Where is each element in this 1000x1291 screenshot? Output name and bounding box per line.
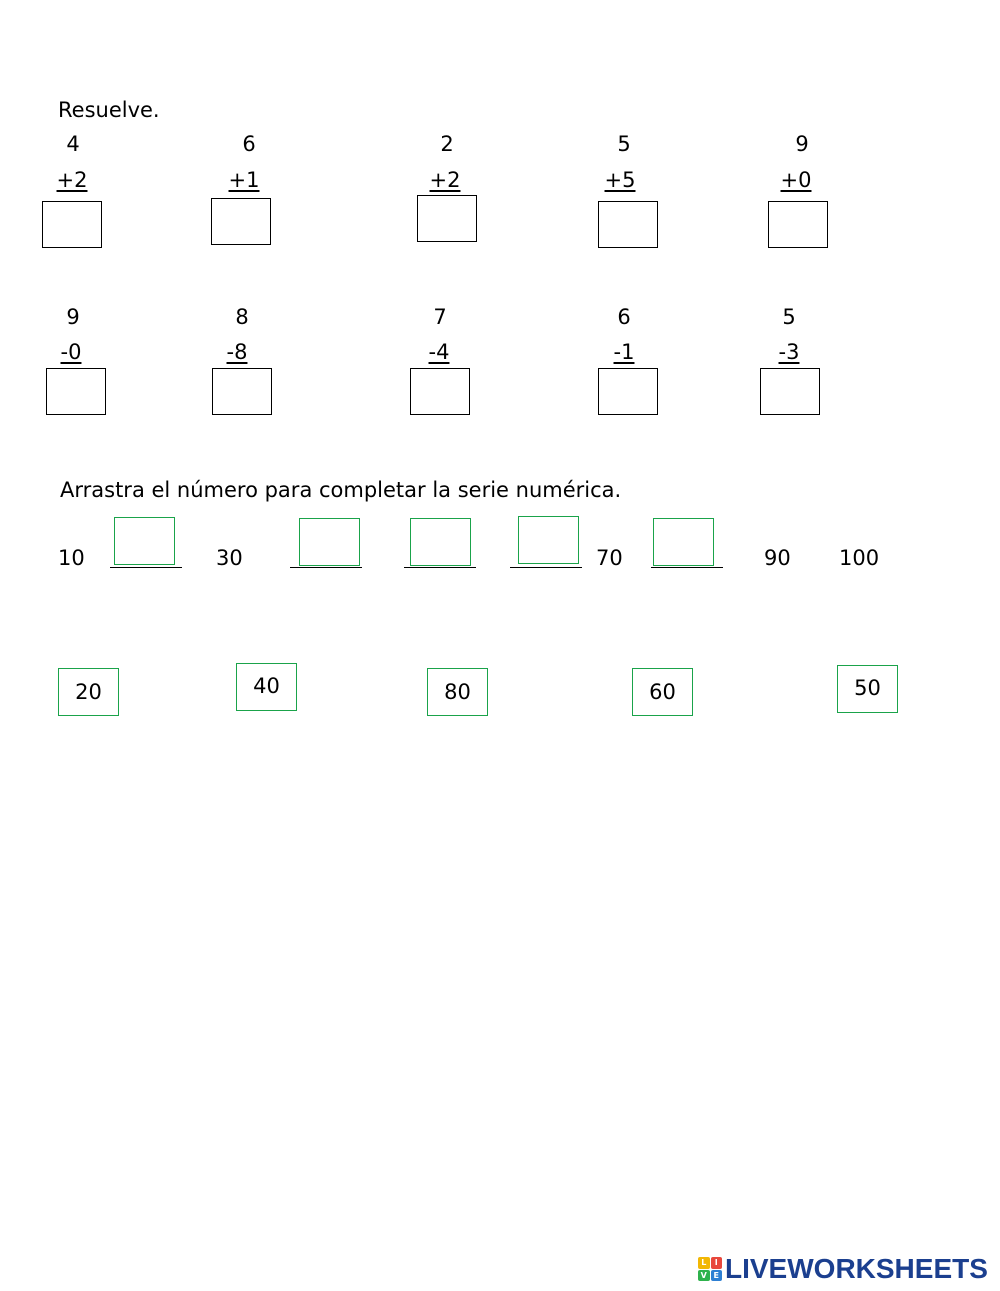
- sequence-number-100: 100: [839, 546, 880, 570]
- sequence-number-70: 70: [596, 546, 623, 570]
- subtraction-1-answer-box[interactable]: [46, 368, 106, 415]
- addition-2-top: 6: [242, 132, 256, 156]
- subtraction-3-top: 7: [433, 305, 447, 329]
- subtraction-1-top: 9: [66, 305, 80, 329]
- subtraction-2-answer-box[interactable]: [212, 368, 272, 415]
- sequence-number-30: 30: [216, 546, 243, 570]
- addition-3-answer-box[interactable]: [417, 195, 477, 242]
- subtraction-4-answer-box[interactable]: [598, 368, 658, 415]
- subtraction-2-top: 8: [235, 305, 249, 329]
- subtraction-3-operand: -4: [428, 340, 450, 364]
- section-title-arrastra: Arrastra el número para completar la serie numérica.: [60, 478, 622, 502]
- sequence-blank-line-4: [510, 567, 582, 568]
- drop-zone-2[interactable]: [299, 518, 360, 566]
- subtraction-4-operand: -1: [613, 340, 635, 364]
- addition-3-top: 2: [440, 132, 454, 156]
- sequence-blank-line-3: [404, 567, 476, 568]
- addition-1-operand: +2: [56, 168, 88, 192]
- drop-zone-3[interactable]: [410, 518, 471, 566]
- drop-zone-4[interactable]: [518, 516, 579, 564]
- addition-4-operand: +5: [604, 168, 636, 192]
- addition-2-operand: +1: [228, 168, 260, 192]
- addition-5-answer-box[interactable]: [768, 201, 828, 248]
- subtraction-4-top: 6: [617, 305, 631, 329]
- draggable-tile-50[interactable]: 50: [837, 665, 898, 713]
- subtraction-1-operand: -0: [60, 340, 82, 364]
- addition-4-top: 5: [617, 132, 631, 156]
- liveworksheets-brand-text: LIVEWORKSHEETS: [725, 1253, 988, 1284]
- subtraction-5-operand: -3: [778, 340, 800, 364]
- sequence-number-10: 10: [58, 546, 85, 570]
- draggable-tile-20[interactable]: 20: [58, 668, 119, 716]
- section-title-resuelve: Resuelve.: [58, 98, 160, 122]
- drop-zone-1[interactable]: [114, 517, 175, 565]
- sequence-number-90: 90: [764, 546, 791, 570]
- draggable-tile-40[interactable]: 40: [236, 663, 297, 711]
- addition-1-top: 4: [66, 132, 80, 156]
- draggable-tile-60[interactable]: 60: [632, 668, 693, 716]
- draggable-tile-80[interactable]: 80: [427, 668, 488, 716]
- liveworksheets-logo[interactable]: [698, 1255, 988, 1283]
- subtraction-2-operand: -8: [226, 340, 248, 364]
- addition-4-answer-box[interactable]: [598, 201, 658, 248]
- subtraction-3-answer-box[interactable]: [410, 368, 470, 415]
- subtraction-5-top: 5: [782, 305, 796, 329]
- addition-5-top: 9: [795, 132, 809, 156]
- sequence-blank-line-1: [110, 567, 182, 568]
- sequence-blank-line-2: [290, 567, 362, 568]
- addition-3-operand: +2: [429, 168, 461, 192]
- addition-5-operand: +0: [780, 168, 812, 192]
- subtraction-5-answer-box[interactable]: [760, 368, 820, 415]
- liveworksheets-logo-icon: L I V E: [698, 1257, 722, 1281]
- drop-zone-5[interactable]: [653, 518, 714, 566]
- addition-2-answer-box[interactable]: [211, 198, 271, 245]
- sequence-blank-line-5: [651, 567, 723, 568]
- addition-1-answer-box[interactable]: [42, 201, 102, 248]
